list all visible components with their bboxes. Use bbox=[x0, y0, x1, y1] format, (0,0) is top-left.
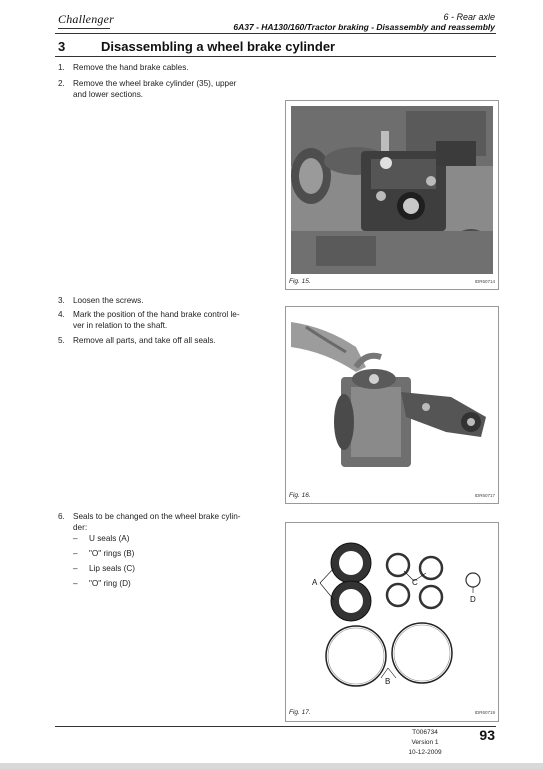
figure-caption: Fig. 17. bbox=[289, 709, 311, 716]
step-number: 4. bbox=[58, 310, 65, 319]
step-text: Loosen the screws. bbox=[73, 296, 144, 305]
step-5 bbox=[58, 335, 278, 346]
step-text-line1: Mark the position of the hand brake control le- bbox=[73, 310, 240, 319]
header-divider bbox=[55, 33, 496, 34]
label-a: A bbox=[312, 578, 318, 587]
step-text-line2: der: bbox=[73, 523, 88, 532]
bottom-band bbox=[0, 763, 543, 769]
brake-parts-photo bbox=[286, 307, 498, 503]
figure-caption: Fig. 16. bbox=[289, 492, 311, 499]
seal-list bbox=[73, 533, 273, 593]
step-text: Remove the hand brake cables. bbox=[73, 63, 189, 72]
list-text: "O" ring (D) bbox=[89, 579, 131, 588]
list-item bbox=[73, 578, 273, 589]
section-title: Disassembling a wheel brake cylinder bbox=[101, 39, 336, 54]
step-number: 5. bbox=[58, 336, 65, 345]
figure-caption: Fig. 15. bbox=[289, 278, 311, 285]
section-ref: 6 - Rear axle bbox=[443, 12, 495, 22]
figure-15 bbox=[285, 100, 499, 290]
figure-code: IDR60714 bbox=[474, 279, 495, 284]
step-text-line1: Seals to be changed on the wheel brake cylin- bbox=[73, 512, 241, 521]
brake-cylinder-photo bbox=[286, 101, 498, 289]
step-number: 6. bbox=[58, 512, 65, 521]
step-text-line2: ver in relation to the shaft. bbox=[73, 321, 168, 330]
section-divider bbox=[55, 56, 496, 57]
step-1 bbox=[58, 62, 278, 73]
list-item bbox=[73, 563, 273, 574]
figure-code: IDR60717 bbox=[474, 493, 495, 498]
step-2 bbox=[58, 78, 278, 100]
doc-title: 6A37 - HA130/160/Tractor braking - Disassembly and reassembly bbox=[233, 22, 495, 32]
figure-17 bbox=[285, 522, 499, 722]
list-text: Lip seals (C) bbox=[89, 564, 135, 573]
doc-date: 10-12-2009 bbox=[408, 749, 442, 756]
list-text: "O" rings (B) bbox=[89, 549, 135, 558]
step-text-line2: and lower sections. bbox=[73, 90, 144, 99]
step-number: 3. bbox=[58, 296, 65, 305]
brand-logo: Challenger bbox=[58, 12, 114, 26]
footer-divider bbox=[55, 726, 496, 727]
list-item bbox=[73, 548, 273, 559]
list-text: U seals (A) bbox=[89, 534, 130, 543]
logo-underline bbox=[58, 28, 110, 29]
step-text-line1: Remove the wheel brake cylinder (35), upper bbox=[73, 79, 237, 88]
list-dash: – bbox=[73, 564, 78, 573]
step-4 bbox=[58, 309, 278, 331]
figure-code: IDR60719 bbox=[474, 710, 495, 715]
step-6 bbox=[58, 511, 278, 533]
list-dash: – bbox=[73, 549, 78, 558]
list-dash: – bbox=[73, 579, 78, 588]
doc-version: Version 1 bbox=[411, 739, 439, 746]
step-number: 1. bbox=[58, 63, 65, 72]
section-number: 3 bbox=[58, 39, 66, 54]
list-item bbox=[73, 533, 273, 544]
step-3 bbox=[58, 295, 278, 306]
label-b: B bbox=[385, 677, 391, 686]
doc-number: T006734 bbox=[412, 729, 438, 736]
seals-diagram bbox=[286, 523, 498, 721]
label-d: D bbox=[470, 595, 476, 604]
label-c: C bbox=[412, 578, 418, 587]
step-number: 2. bbox=[58, 79, 65, 88]
list-dash: – bbox=[73, 534, 78, 543]
figure-16 bbox=[285, 306, 499, 504]
step-text: Remove all parts, and take off all seals. bbox=[73, 336, 216, 345]
page-number: 93 bbox=[479, 727, 495, 743]
